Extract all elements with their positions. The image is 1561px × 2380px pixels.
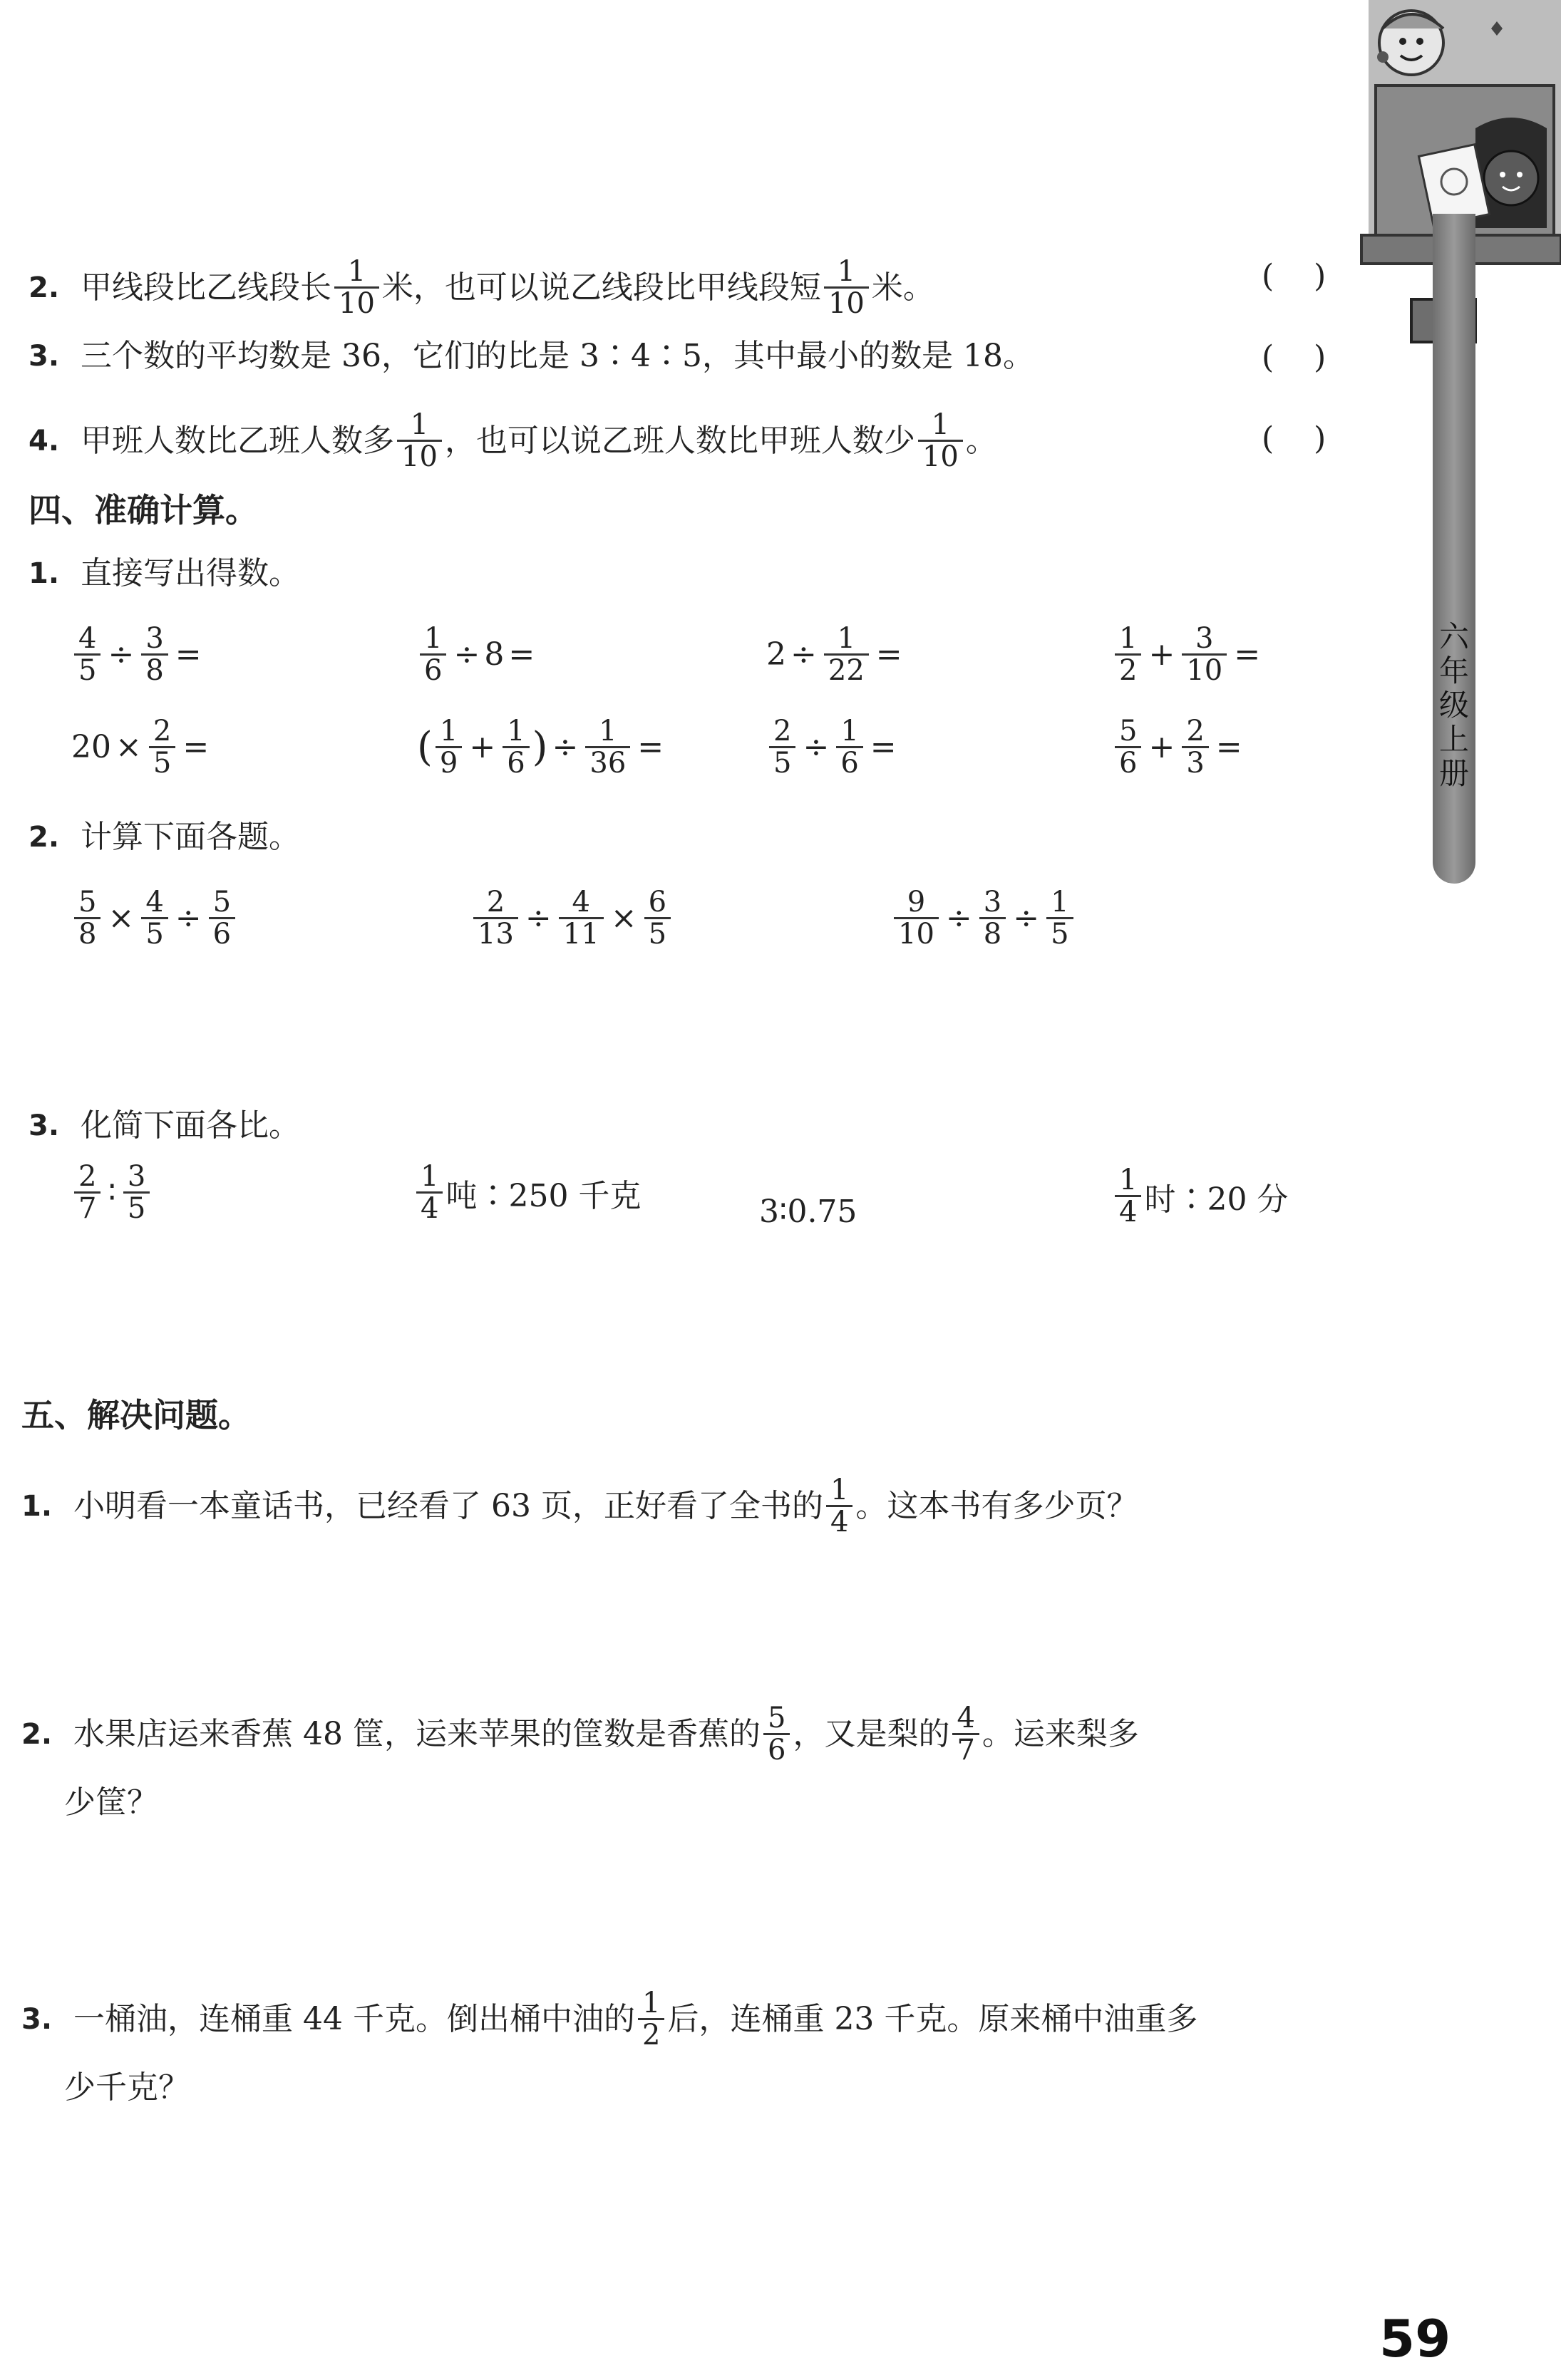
word-problem-2-cont: 少筐？ xyxy=(64,1784,158,1821)
question-number: 3. xyxy=(21,2002,53,2036)
question-text: ，也可以说乙班人数比甲班人数少 xyxy=(444,422,915,459)
ratio-expression: 3∶0.75 xyxy=(759,1194,857,1230)
expression: $\frac{1}{2}$ + $\frac{3}{10}$ = xyxy=(1112,624,1264,685)
question-text: 水果店运来香蕉 48 筐，运来苹果的筐数是香蕉的 xyxy=(73,1715,761,1752)
grade-label: 六年级上册 xyxy=(1438,619,1469,791)
expression: $\frac{1}{6}$ ÷ 8 = xyxy=(417,624,539,685)
fraction: $\frac{5}{6}$ xyxy=(763,1703,790,1765)
question-number: 1. xyxy=(29,557,60,590)
word-problem-2 xyxy=(21,1703,1139,1765)
answer-bracket[interactable]: ( ) xyxy=(1262,339,1326,376)
ratio-expression: $\frac{1}{4}$ 时∶20 分 xyxy=(1112,1165,1288,1227)
expression: $\frac{9}{10}$ ÷ $\frac{3}{8}$ ÷ $\frac{1}{5}$ xyxy=(891,887,1076,949)
word-problem-3 xyxy=(21,1988,1197,2050)
fraction: $\frac{1}{10}$ xyxy=(824,257,869,319)
page-number: 59 xyxy=(1379,2309,1451,2369)
section-title: 五、解决问题。 xyxy=(21,1396,251,1434)
ratio-expression: $\frac{2}{7}$ ∶ $\frac{3}{5}$ xyxy=(71,1161,153,1223)
fraction: $\frac{1}{10}$ xyxy=(918,410,963,472)
question-number: 4. xyxy=(29,424,60,457)
question-text: 甲班人数比乙班人数多 xyxy=(81,422,395,459)
answer-bracket[interactable]: ( ) xyxy=(1262,258,1326,294)
fraction: $\frac{1}{10}$ xyxy=(397,410,442,472)
fraction: $\frac{1}{2}$ xyxy=(638,1988,664,2050)
fraction: $\frac{4}{7}$ xyxy=(952,1703,979,1765)
answer-bracket[interactable]: ( ) xyxy=(1262,420,1326,457)
question-text: 三个数的平均数是 36，它们的比是 3∶4∶5，其中最小的数是 18。 xyxy=(81,338,1034,374)
question-text: 。这本书有多少页？ xyxy=(855,1487,1138,1524)
question-text: 一桶油，连桶重 44 千克。倒出桶中油的 xyxy=(73,2000,635,2037)
expression: $\frac{2}{13}$ ÷ $\frac{4}{11}$ × $\frac{6}{5}$ xyxy=(470,887,674,949)
question-number: 2. xyxy=(21,1717,53,1751)
fraction: $\frac{1}{10}$ xyxy=(334,257,379,319)
expression: $\frac{4}{5}$ ÷ $\frac{3}{8}$ = xyxy=(71,624,206,685)
question-text: 小明看一本童话书，已经看了 63 页，正好看了全书的 xyxy=(73,1487,823,1524)
question-text: 。运来梨多 xyxy=(982,1715,1139,1752)
question-text: ，又是梨的 xyxy=(793,1715,950,1752)
question-number: 3. xyxy=(29,340,60,373)
question-text: 米。 xyxy=(871,269,934,306)
judge-question-2 xyxy=(29,257,934,319)
question-text: 米，也可以说乙线段比甲线段短 xyxy=(381,269,821,306)
sub-question-2 xyxy=(29,816,300,859)
question-text: 。 xyxy=(965,422,997,459)
question-text: 化简下面各比。 xyxy=(81,1107,301,1144)
word-problem-1 xyxy=(21,1475,1138,1537)
ratio-expression: $\frac{1}{4}$ 吨∶250 千克 xyxy=(413,1161,641,1223)
question-text: 后，连桶重 23 千克。原来桶中油重多 xyxy=(667,2000,1198,2037)
question-number: 2. xyxy=(29,271,60,304)
word-problem-3-cont: 少千克？ xyxy=(64,2069,190,2106)
sub-question-3 xyxy=(29,1104,300,1147)
fraction: $\frac{1}{4}$ xyxy=(826,1475,852,1537)
sub-question-1 xyxy=(29,552,300,595)
expression: $\frac{2}{5}$ ÷ $\frac{1}{6}$ = xyxy=(766,716,901,778)
question-number: 3. xyxy=(29,1109,60,1142)
judge-question-4 xyxy=(29,410,997,472)
question-number: 2. xyxy=(29,821,60,854)
judge-question-3 xyxy=(29,335,1034,378)
expression: $\frac{5}{8}$ × $\frac{4}{5}$ ÷ $\frac{5}{6}$ xyxy=(71,887,238,949)
expression: 20 × $\frac{2}{5}$ = xyxy=(71,715,210,780)
question-text: 计算下面各题。 xyxy=(81,819,301,855)
expression: $\frac{5}{6}$ + $\frac{2}{3}$ = xyxy=(1112,716,1247,778)
question-text: 直接写出得数。 xyxy=(81,555,301,591)
section-title: 四、准确计算。 xyxy=(29,491,258,529)
expression: 2 ÷ $\frac{1}{22}$ = xyxy=(766,622,902,687)
expression: ( $\frac{1}{9}$ + $\frac{1}{6}$ ) ÷ $\frac{1}{36}$ = xyxy=(417,715,664,780)
question-number: 1. xyxy=(21,1489,53,1523)
question-text: 甲线段比乙线段长 xyxy=(81,269,332,306)
